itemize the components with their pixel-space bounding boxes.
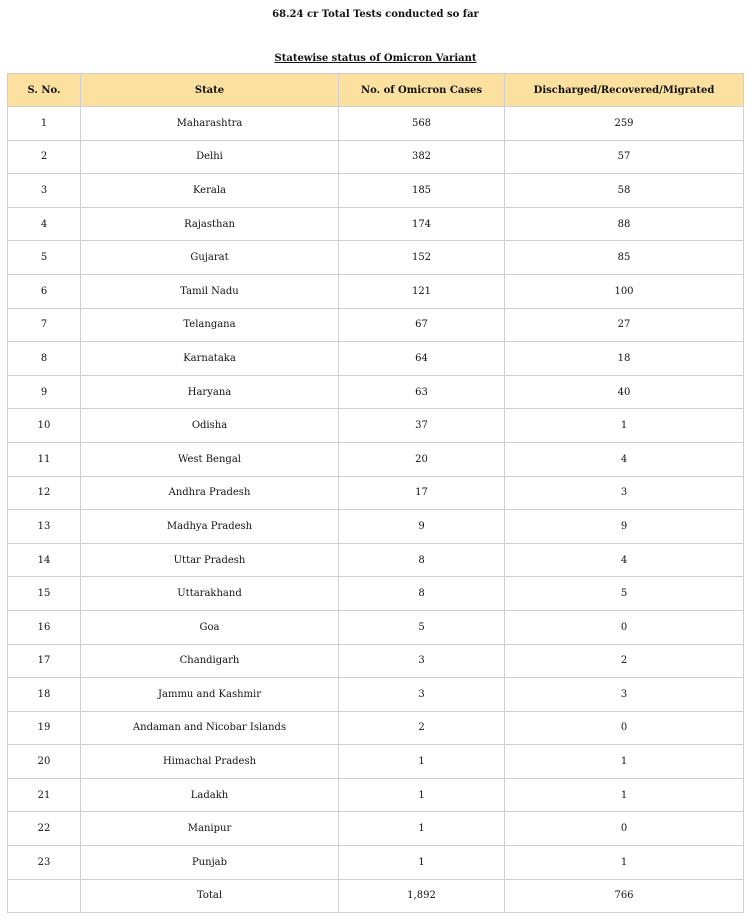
cell-discharged: 259 bbox=[505, 107, 744, 141]
table-row bbox=[8, 711, 744, 745]
table-row bbox=[8, 241, 744, 275]
cell-state: Kerala bbox=[81, 174, 339, 208]
cell-discharged: 88 bbox=[505, 207, 744, 241]
cell-cases: 17 bbox=[339, 476, 505, 510]
table-row bbox=[8, 778, 744, 812]
cell-sno: 4 bbox=[8, 207, 81, 241]
cell-cases: 568 bbox=[339, 107, 505, 141]
cell-sno: 7 bbox=[8, 308, 81, 342]
table-row bbox=[8, 207, 744, 241]
cell-sno: 21 bbox=[8, 778, 81, 812]
cell-sno: 12 bbox=[8, 476, 81, 510]
cell-sno: 10 bbox=[8, 409, 81, 443]
table-row bbox=[8, 375, 744, 409]
cell-sno: 15 bbox=[8, 577, 81, 611]
cell-discharged: 0 bbox=[505, 610, 744, 644]
cell-sno: 17 bbox=[8, 644, 81, 678]
cell-discharged: 2 bbox=[505, 644, 744, 678]
cell-sno: 2 bbox=[8, 140, 81, 174]
cell-state: Manipur bbox=[81, 812, 339, 846]
cell-discharged: 27 bbox=[505, 308, 744, 342]
cell-state: Goa bbox=[81, 610, 339, 644]
table-row bbox=[8, 409, 744, 443]
total-label: Total bbox=[81, 879, 339, 913]
table-row bbox=[8, 107, 744, 141]
cell-sno: 20 bbox=[8, 745, 81, 779]
cell-discharged: 1 bbox=[505, 778, 744, 812]
cell-sno: 3 bbox=[8, 174, 81, 208]
cell-state: Uttar Pradesh bbox=[81, 543, 339, 577]
table-row bbox=[8, 274, 744, 308]
table-row bbox=[8, 644, 744, 678]
cell-state: Gujarat bbox=[81, 241, 339, 275]
cell-cases: 121 bbox=[339, 274, 505, 308]
cell-cases: 63 bbox=[339, 375, 505, 409]
cell-sno: 11 bbox=[8, 442, 81, 476]
cell-sno bbox=[8, 879, 81, 913]
column-header-discharged: Discharged/Recovered/Migrated bbox=[505, 74, 744, 107]
cell-sno: 22 bbox=[8, 812, 81, 846]
cell-cases: 8 bbox=[339, 543, 505, 577]
cell-discharged: 5 bbox=[505, 577, 744, 611]
cell-state: Delhi bbox=[81, 140, 339, 174]
cell-sno: 16 bbox=[8, 610, 81, 644]
table-row bbox=[8, 577, 744, 611]
cell-state: Himachal Pradesh bbox=[81, 745, 339, 779]
cell-cases: 1 bbox=[339, 745, 505, 779]
cell-discharged: 0 bbox=[505, 711, 744, 745]
cell-discharged: 1 bbox=[505, 409, 744, 443]
cell-discharged: 3 bbox=[505, 476, 744, 510]
table-row bbox=[8, 308, 744, 342]
column-header-cases: No. of Omicron Cases bbox=[339, 74, 505, 107]
cell-cases: 1 bbox=[339, 846, 505, 880]
cell-state: Ladakh bbox=[81, 778, 339, 812]
cell-sno: 9 bbox=[8, 375, 81, 409]
cell-sno: 5 bbox=[8, 241, 81, 275]
table-row bbox=[8, 543, 744, 577]
cell-cases: 64 bbox=[339, 342, 505, 376]
cell-discharged: 0 bbox=[505, 812, 744, 846]
cell-state: Uttarakhand bbox=[81, 577, 339, 611]
cell-cases: 152 bbox=[339, 241, 505, 275]
cell-discharged: 58 bbox=[505, 174, 744, 208]
cell-state: Haryana bbox=[81, 375, 339, 409]
cell-discharged: 40 bbox=[505, 375, 744, 409]
cell-state: Rajasthan bbox=[81, 207, 339, 241]
cell-discharged: 18 bbox=[505, 342, 744, 376]
cell-discharged: 4 bbox=[505, 442, 744, 476]
cell-sno: 6 bbox=[8, 274, 81, 308]
cell-cases: 5 bbox=[339, 610, 505, 644]
table-row bbox=[8, 678, 744, 712]
cell-discharged: 4 bbox=[505, 543, 744, 577]
cell-cases: 185 bbox=[339, 174, 505, 208]
total-discharged: 766 bbox=[505, 879, 744, 913]
cell-cases: 67 bbox=[339, 308, 505, 342]
cell-cases: 20 bbox=[339, 442, 505, 476]
cell-cases: 382 bbox=[339, 140, 505, 174]
total-tests-heading: 68.24 cr Total Tests conducted so far bbox=[272, 9, 479, 20]
cell-cases: 8 bbox=[339, 577, 505, 611]
cell-discharged: 85 bbox=[505, 241, 744, 275]
cell-discharged: 9 bbox=[505, 510, 744, 544]
cell-state: Odisha bbox=[81, 409, 339, 443]
table-header-row bbox=[8, 74, 744, 107]
cell-cases: 9 bbox=[339, 510, 505, 544]
column-header-sno: S. No. bbox=[8, 74, 81, 107]
cell-discharged: 1 bbox=[505, 745, 744, 779]
cell-state: Andaman and Nicobar Islands bbox=[81, 711, 339, 745]
cell-cases: 3 bbox=[339, 644, 505, 678]
table-row bbox=[8, 610, 744, 644]
cell-state: Andhra Pradesh bbox=[81, 476, 339, 510]
cell-sno: 23 bbox=[8, 846, 81, 880]
cell-cases: 2 bbox=[339, 711, 505, 745]
cell-cases: 1 bbox=[339, 778, 505, 812]
table-row bbox=[8, 846, 744, 880]
cell-sno: 1 bbox=[8, 107, 81, 141]
cell-state: Punjab bbox=[81, 846, 339, 880]
total-cases: 1,892 bbox=[339, 879, 505, 913]
cell-discharged: 57 bbox=[505, 140, 744, 174]
table-row bbox=[8, 140, 744, 174]
cell-state: Karnataka bbox=[81, 342, 339, 376]
table-row bbox=[8, 442, 744, 476]
column-header-state: State bbox=[81, 74, 339, 107]
total-row bbox=[8, 879, 744, 913]
cell-state: Telangana bbox=[81, 308, 339, 342]
cell-sno: 14 bbox=[8, 543, 81, 577]
table-row bbox=[8, 342, 744, 376]
table-row bbox=[8, 174, 744, 208]
cell-cases: 1 bbox=[339, 812, 505, 846]
cell-discharged: 1 bbox=[505, 846, 744, 880]
cell-state: Tamil Nadu bbox=[81, 274, 339, 308]
omicron-status-table bbox=[7, 73, 744, 913]
cell-cases: 174 bbox=[339, 207, 505, 241]
table-row bbox=[8, 510, 744, 544]
cell-discharged: 100 bbox=[505, 274, 744, 308]
cell-sno: 8 bbox=[8, 342, 81, 376]
cell-state: West Bengal bbox=[81, 442, 339, 476]
cell-state: Jammu and Kashmir bbox=[81, 678, 339, 712]
cell-state: Madhya Pradesh bbox=[81, 510, 339, 544]
cell-discharged: 3 bbox=[505, 678, 744, 712]
cell-cases: 3 bbox=[339, 678, 505, 712]
cell-sno: 19 bbox=[8, 711, 81, 745]
cell-sno: 18 bbox=[8, 678, 81, 712]
cell-cases: 37 bbox=[339, 409, 505, 443]
cell-sno: 13 bbox=[8, 510, 81, 544]
cell-state: Chandigarh bbox=[81, 644, 339, 678]
section-title: Statewise status of Omicron Variant bbox=[274, 53, 477, 64]
table-row bbox=[8, 476, 744, 510]
cell-state: Maharashtra bbox=[81, 107, 339, 141]
table-row bbox=[8, 745, 744, 779]
table-row bbox=[8, 812, 744, 846]
